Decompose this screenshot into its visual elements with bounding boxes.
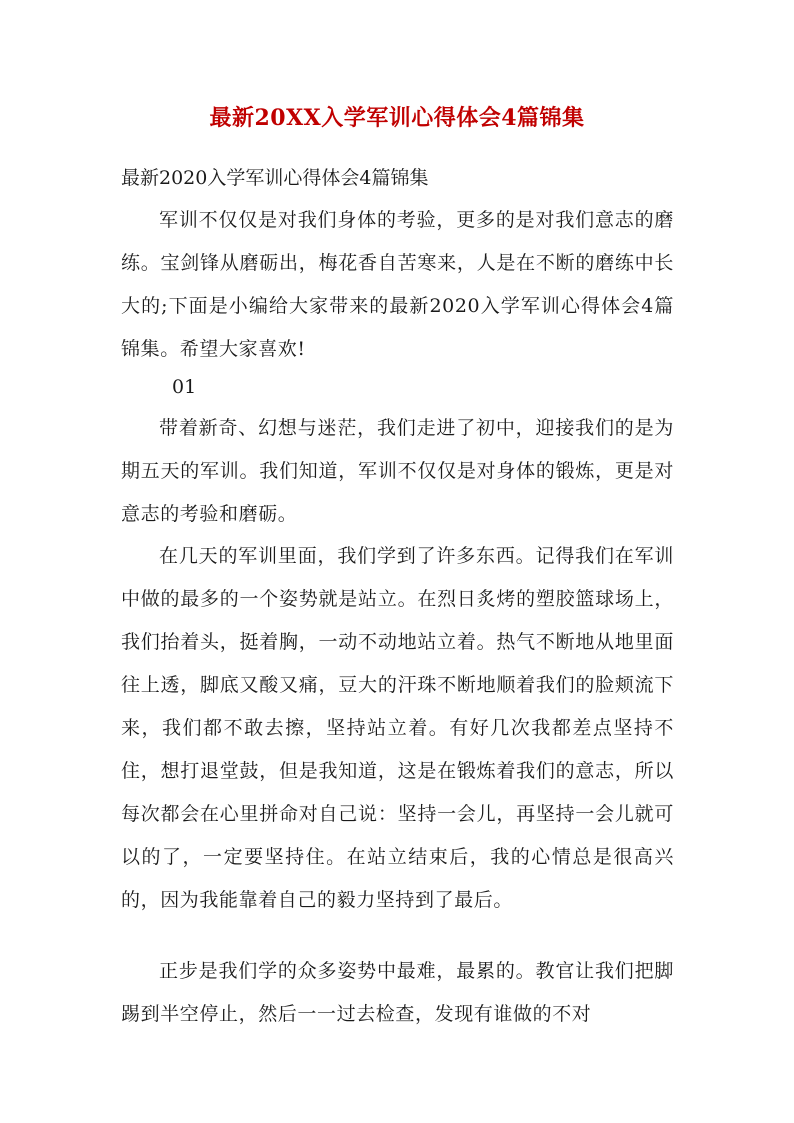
section-number: 01 [172, 376, 197, 398]
document-subtitle: 最新2020入学军训心得体会4篇锦集 [121, 167, 429, 189]
intro-paragraph: 军训不仅仅是对我们身体的考验，更多的是对我们意志的磨练。宝剑锋从磨砺出，梅花香自苦寒来，人是在不断的磨练中长大的;下面是小编给大家带来的最新2020入学军训心得体会4篇锦集。希望大家喜欢! [121, 209, 674, 360]
document-title: 最新20XX入学军训心得体会4篇锦集 [209, 105, 585, 131]
body-paragraph: 正步是我们学的众多姿势中最难，最累的。教官让我们把脚踢到半空停止，然后一一过去检查，发现有谁做的不对 [121, 960, 674, 1025]
body-paragraph: 带着新奇、幻想与迷茫，我们走进了初中，迎接我们的是为期五天的军训。我们知道，军训不仅仅是对身体的锻炼，更是对意志的考验和磨砺。 [121, 417, 674, 525]
body-paragraph: 在几天的军训里面，我们学到了许多东西。记得我们在军训中做的最多的一个姿势就是站立。在烈日炙烤的塑胶篮球场上，我们抬着头，挺着胸，一动不动地站立着。热气不断地从地里面往上透，脚底又酸又痛，豆大的汗珠不断地顺着我们的脸颊流下来，我们都不敢去擦，坚持站立着。有好几次我都差点坚持不住，想打退堂鼓，但是我知道，这是在锻炼着我们的意志，所以每次都会在心里拼命对自己说：坚持一会儿，再坚持一会儿就可以的了，一定要坚持住。在站立结束后，我的心情总是很高兴的，因为我能靠着自己的毅力坚持到了最后。 [121, 545, 674, 911]
